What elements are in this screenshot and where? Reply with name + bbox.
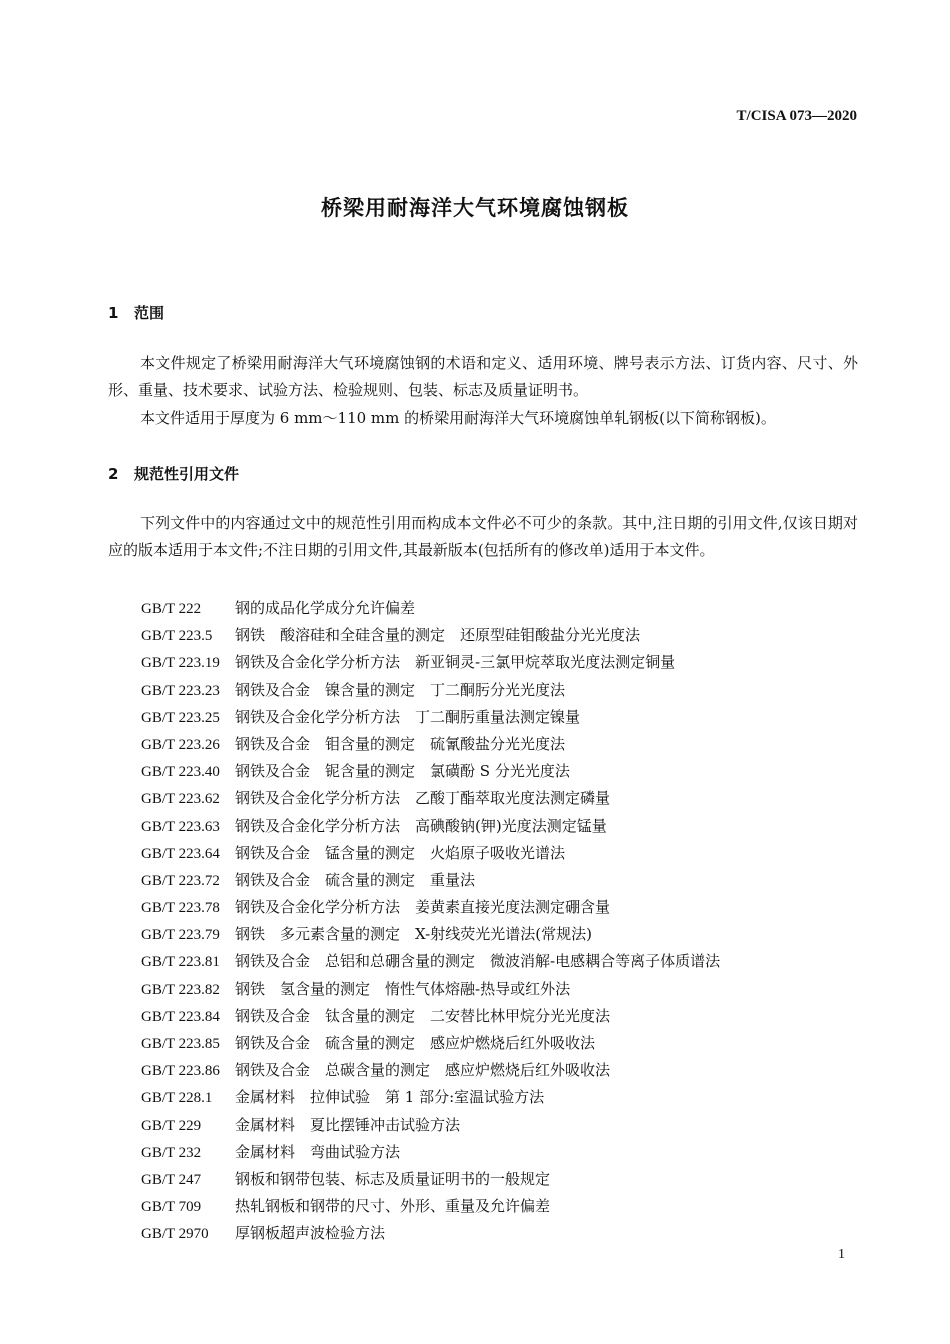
reference-title: 金属材料 弯曲试验方法: [235, 1142, 401, 1161]
scope-paragraph-1: 本文件规定了桥梁用耐海洋大气环境腐蚀钢的术语和定义、适用环境、牌号表示方法、订货内容、尺寸、外形、重量、技术要求、试验方法、检验规则、包装、标志及质量证明书。: [108, 354, 858, 399]
reference-item: [141, 649, 720, 676]
reference-code: GB/T 223.79: [141, 927, 220, 944]
reference-code: GB/T 223.82: [141, 981, 220, 998]
reference-item: [141, 677, 720, 704]
reference-title: 钢铁及合金 铌含量的测定 氯磺酚 S 分光光度法: [235, 762, 570, 781]
reference-title: 钢铁及合金 总铝和总硼含量的测定 微波消解-电感耦合等离子体质谱法: [235, 952, 721, 971]
reference-title: 热轧钢板和钢带的尺寸、外形、重量及允许偏差: [235, 1197, 551, 1216]
reference-list: [141, 595, 720, 1248]
reference-code: GB/T 223.63: [141, 818, 220, 835]
reference-title: 钢铁及合金化学分析方法 丁二酮肟重量法测定镍量: [235, 707, 581, 726]
reference-item: [141, 894, 720, 921]
reference-item: [141, 840, 720, 867]
reference-item: [141, 595, 720, 622]
reference-code: GB/T 247: [141, 1171, 202, 1188]
reference-item: [141, 948, 720, 975]
reference-title: 钢铁及合金化学分析方法 新亚铜灵-三氯甲烷萃取光度法测定铜量: [235, 653, 676, 672]
document-code: T/CISA 073—2020: [736, 108, 857, 124]
reference-code: GB/T 223.72: [141, 872, 220, 889]
reference-item: [141, 758, 720, 785]
reference-title: 钢铁及合金 硫含量的测定 感应炉燃烧后红外吸收法: [235, 1034, 596, 1052]
reference-code: GB/T 709: [141, 1199, 202, 1216]
reference-code: GB/T 223.19: [141, 655, 220, 672]
reference-code: GB/T 223.78: [141, 900, 220, 917]
reference-code: GB/T 223.81: [141, 954, 220, 971]
page-number: 1: [838, 1247, 845, 1262]
reference-item: [141, 867, 720, 894]
reference-title: 钢铁及合金 总碳含量的测定 感应炉燃烧后红外吸收法: [235, 1061, 611, 1080]
reference-code: GB/T 223.5: [141, 628, 213, 645]
section-heading-scope: [108, 302, 164, 323]
reference-title: 钢铁及合金 镍含量的测定 丁二酮肟分光光度法: [235, 680, 566, 699]
reference-code: GB/T 222: [141, 601, 202, 617]
reference-title: 钢的成品化学成分允许偏差: [235, 599, 416, 617]
reference-code: GB/T 232: [141, 1144, 202, 1161]
reference-item: [141, 1193, 720, 1220]
reference-item: [141, 976, 720, 1003]
reference-title: 钢铁 多元素含量的测定 X-射线荧光光谱法(常规法): [235, 925, 592, 944]
reference-code: GB/T 223.26: [141, 736, 220, 753]
references-intro-paragraph: 下列文件中的内容通过文中的规范性引用而构成本文件必不可少的条款。其中,注日期的引用文件,仅该日期对应的版本适用于本文件;不注日期的引用文件,其最新版本(包括所有的修改单)适用于本文件。: [108, 514, 858, 559]
reference-title: 钢铁 氢含量的测定 惰性气体熔融-热导或红外法: [235, 979, 571, 998]
reference-item: [141, 1030, 720, 1057]
scope-paragraph-2: 本文件适用于厚度为 6 mm～110 mm 的桥梁用耐海洋大气环境腐蚀单轧钢板(以下简称钢板)。: [140, 409, 776, 427]
reference-item: [141, 1003, 720, 1030]
reference-item: [141, 731, 720, 758]
section-number: 2: [108, 465, 119, 483]
reference-title: 厚钢板超声波检验方法: [235, 1224, 386, 1243]
reference-item: [141, 1139, 720, 1166]
reference-title: 钢铁及合金 钛含量的测定 二安替比林甲烷分光光度法: [235, 1006, 611, 1025]
reference-title: 钢铁及合金化学分析方法 乙酸丁酯萃取光度法测定磷量: [235, 789, 611, 808]
section-title: 范围: [134, 304, 165, 322]
reference-code: GB/T 223.40: [141, 764, 220, 781]
reference-title: 钢铁及合金 钼含量的测定 硫氰酸盐分光光度法: [235, 734, 566, 753]
section-title: 规范性引用文件: [134, 465, 240, 483]
section-number: 1: [108, 304, 119, 322]
reference-item: [141, 1057, 720, 1084]
reference-item: [141, 785, 720, 812]
reference-title: 钢铁及合金 硫含量的测定 重量法: [235, 870, 476, 889]
section-heading-normative-references: [108, 463, 239, 484]
reference-item: [141, 921, 720, 948]
reference-title: 钢铁及合金 锰含量的测定 火焰原子吸收光谱法: [235, 843, 566, 862]
reference-code: GB/T 228.1: [141, 1090, 213, 1107]
reference-item: [141, 1084, 720, 1111]
reference-item: [141, 704, 720, 731]
reference-title: 钢铁 酸溶硅和全硅含量的测定 还原型硅钼酸盐分光光度法: [235, 626, 641, 645]
reference-code: GB/T 223.85: [141, 1036, 220, 1052]
reference-code: GB/T 223.86: [141, 1063, 220, 1080]
reference-code: GB/T 223.62: [141, 791, 220, 808]
reference-item: [141, 1166, 720, 1193]
reference-code: GB/T 223.84: [141, 1008, 220, 1025]
reference-title: 金属材料 夏比摆锤冲击试验方法: [235, 1115, 461, 1134]
reference-item: [141, 1220, 720, 1247]
reference-title: 钢铁及合金化学分析方法 高碘酸钠(钾)光度法测定锰量: [235, 816, 607, 835]
reference-code: GB/T 223.64: [141, 845, 220, 862]
reference-code: GB/T 2970: [141, 1226, 209, 1243]
reference-title: 钢板和钢带包装、标志及质量证明书的一般规定: [235, 1169, 551, 1188]
reference-title: 金属材料 拉伸试验 第 1 部分:室温试验方法: [235, 1088, 545, 1107]
reference-code: GB/T 223.25: [141, 709, 220, 726]
reference-item: [141, 1112, 720, 1139]
reference-code: GB/T 223.23: [141, 682, 220, 699]
reference-code: GB/T 229: [141, 1117, 202, 1134]
reference-item: [141, 813, 720, 840]
reference-title: 钢铁及合金化学分析方法 姜黄素直接光度法测定硼含量: [235, 898, 611, 917]
document-title: 桥梁用耐海洋大气环境腐蚀钢板: [321, 196, 629, 220]
reference-item: [141, 622, 720, 649]
